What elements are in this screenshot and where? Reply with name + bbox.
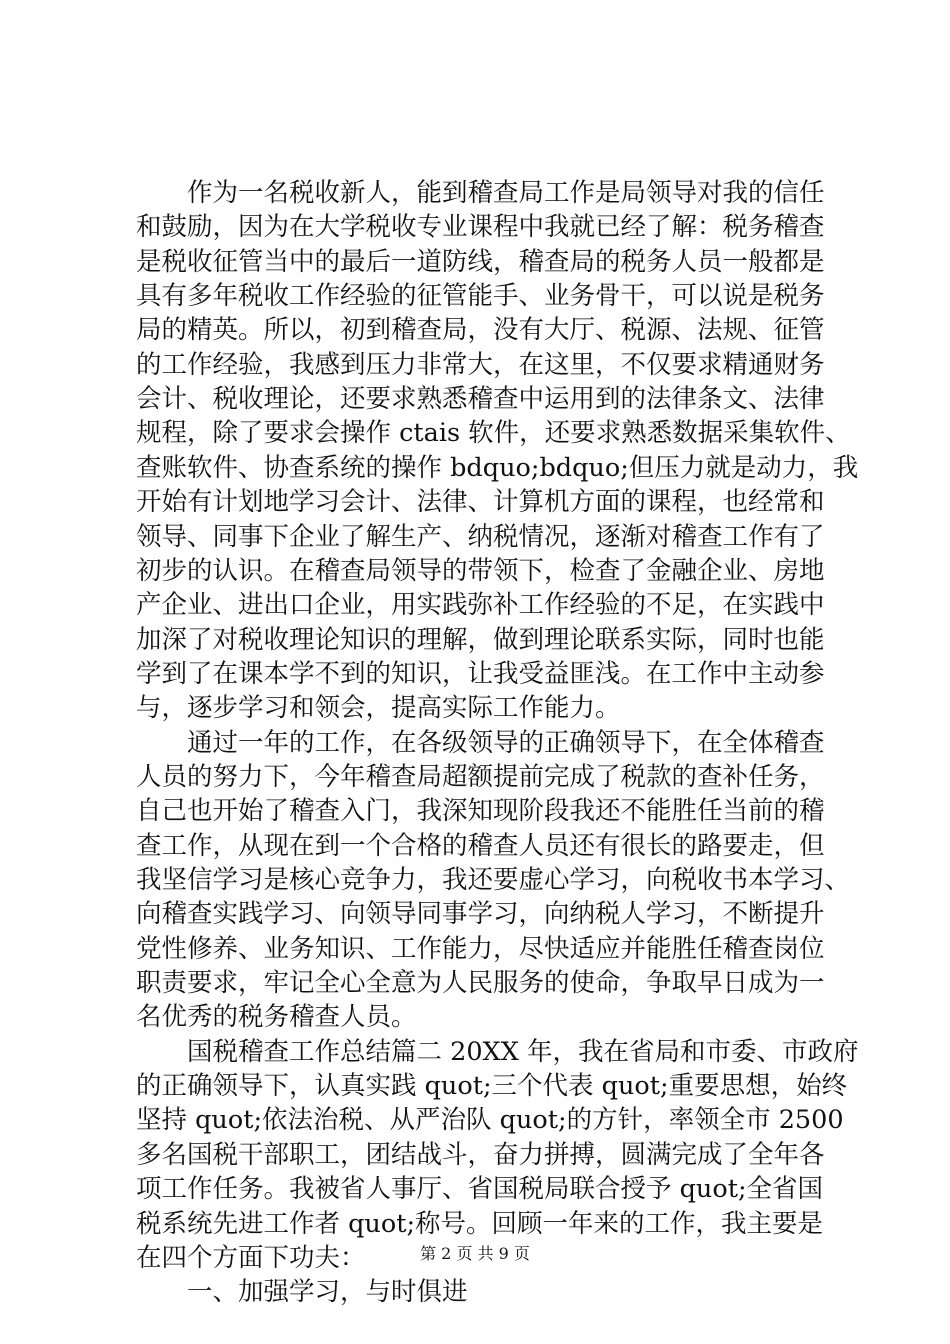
- text-line: 的工作经验，我感到压力非常大，在这里，不仅要求精通财务: [136, 349, 825, 380]
- text-line: 是税收征管当中的最后一道防线，稽查局的税务人员一般都是: [136, 246, 825, 277]
- text-line: 领导、同事下企业了解生产、纳税情况，逐渐对稽查工作有了: [136, 521, 825, 552]
- text-line: 查工作，从现在到一个合格的稽查人员还有很长的路要走，但: [136, 830, 825, 861]
- text-line: 我坚信学习是核心竞争力，我还要虚心学习，向税收书本学习、: [136, 865, 851, 895]
- text-line: 向稽查实践学习、向领导同事学习，向纳税人学习，不断提升: [136, 899, 825, 930]
- text-line: 初步的认识。在稽查局领导的带领下，检查了金融企业、房地: [136, 555, 825, 586]
- text-line: 项工作任务。我被省人事厅、省国税局联合授予 quot;全省国: [136, 1174, 824, 1205]
- text-line: 在四个方面下功夫：: [136, 1242, 366, 1273]
- text-line: 局的精英。所以，初到稽查局，没有大厅、税源、法规、征管: [136, 315, 825, 346]
- text-line: 自己也开始了稽查入门，我深知现阶段我还不能胜任当前的稽: [136, 796, 825, 827]
- text-line: 一、加强学习，与时俱进: [136, 1277, 468, 1308]
- text-line: 党性修养、业务知识、工作能力，尽快适应并能胜任稽查岗位: [136, 933, 825, 964]
- text-line: 名优秀的税务稽查人员。: [136, 1002, 417, 1033]
- text-line: 职责要求，牢记全心全意为人民服务的使命，争取早日成为一: [136, 968, 825, 999]
- text-line: 国税稽查工作总结篇二 20XX 年，我在省局和市委、市政府: [136, 1036, 859, 1067]
- text-line: 会计、税收理论，还要求熟悉稽查中运用到的法律条文、法律: [136, 384, 825, 415]
- text-line: 规程，除了要求会操作 ctais 软件，还要求熟悉数据采集软件、: [136, 418, 851, 449]
- text-line: 和鼓励，因为在大学税收专业课程中我就已经了解：税务稽查: [136, 212, 825, 243]
- text-line: 人员的努力下，今年稽查局超额提前完成了税款的查补任务，: [136, 761, 825, 792]
- text-line: 产企业、进出口企业，用实践弥补工作经验的不足，在实践中: [136, 590, 825, 621]
- text-line: 具有多年税收工作经验的征管能手、业务骨干，可以说是税务: [136, 281, 825, 312]
- text-line: 的正确领导下，认真实践 quot;三个代表 quot;重要思想，始终: [136, 1071, 848, 1102]
- text-line: 多名国税干部职工，团结战斗，奋力拼搏，圆满完成了全年各: [136, 1139, 825, 1170]
- text-line: 坚持 quot;依法治税、从严治队 quot;的方针，率领全市 2500: [136, 1105, 844, 1136]
- text-line: 与，逐步学习和领会，提高实际工作能力。: [136, 693, 621, 724]
- text-line: 查账软件、协查系统的操作 bdquo;bdquo;但压力就是动力，我: [136, 452, 859, 483]
- text-line: 开始有计划地学习会计、法律、计算机方面的课程，也经常和: [136, 487, 825, 518]
- text-line: 加深了对税收理论知识的理解，做到理论联系实际，同时也能: [136, 624, 825, 655]
- text-line: 学到了在课本学不到的知识，让我受益匪浅。在工作中主动参: [136, 658, 825, 689]
- text-line: 通过一年的工作，在各级领导的正确领导下，在全体稽查: [136, 727, 825, 758]
- text-line: 作为一名税收新人，能到稽查局工作是局领导对我的信任: [136, 178, 825, 208]
- page-footer: 第 2 页 共 9 页: [420, 1244, 530, 1263]
- text-line: 税系统先进工作者 quot;称号。回顾一年来的工作，我主要是: [136, 1208, 824, 1239]
